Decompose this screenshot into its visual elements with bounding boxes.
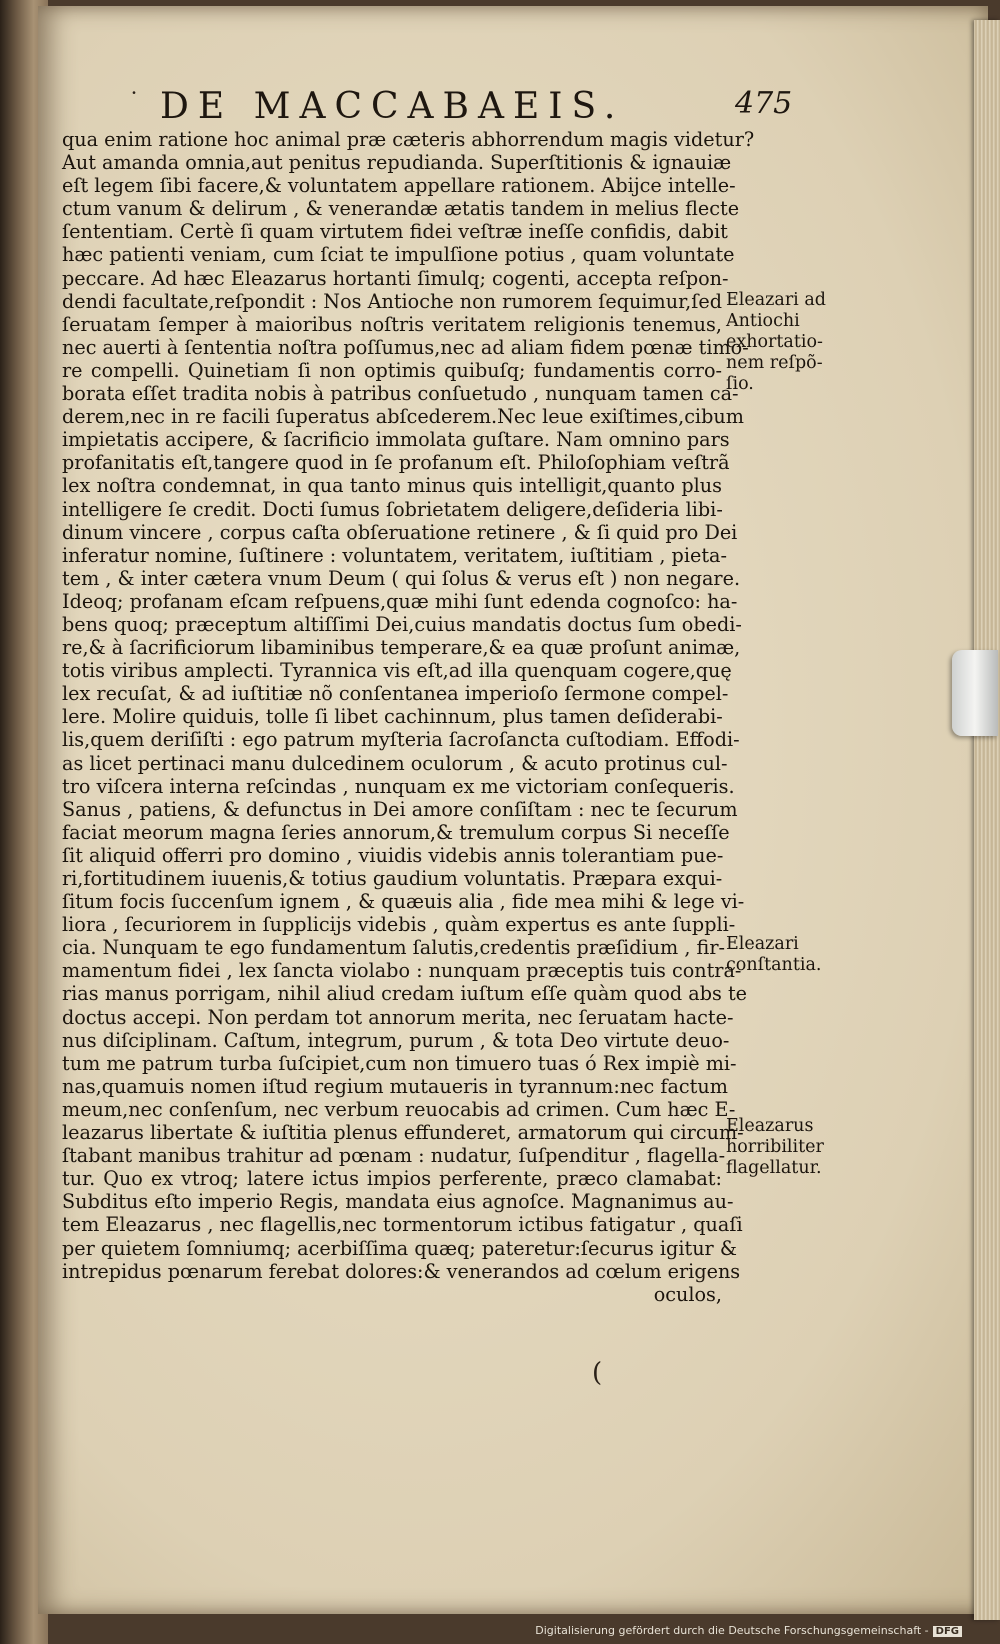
- text-line: dinum vincere , corpus caſta obſeruatione retinere , & ſi quid pro Dei: [62, 520, 738, 544]
- text-line: impietatis accipere, & ſacrificio immolata guſtare. Nam omnino pars: [62, 428, 730, 452]
- text-line: profanitatis eſt,tangere quod in ſe profanum eſt. Philoſophiam veſtrã: [62, 451, 730, 475]
- text-line: rias manus porrigam, nihil aliud credam iuſtum eſſe quàm quod abs te: [62, 982, 748, 1006]
- text-line: Ideoq; profanam eſcam reſpuens,quæ mihi ſunt edenda cognoſco: ha-: [62, 589, 738, 613]
- text-line: cia. Nunquam te ego fundamentum ſalutis,credentis præſidium , fir-: [62, 936, 725, 960]
- text-line: ctum vanum & delirum , & venerandæ ætatis tandem in melius flecte: [62, 197, 740, 221]
- text-line: lex noſtra condemnat, in qua tanto minus quis intelligit,quanto plus: [62, 474, 722, 498]
- marginal-note-line: nem reſpõ-: [726, 353, 823, 373]
- text-line: as licet pertinaci manu dulcedinem oculorum , & acuto protinus cul-: [62, 751, 728, 775]
- text-line: re,& à ſacrificiorum libaminibus temperare,& ea quæ proſunt animæ,: [62, 636, 741, 660]
- text-line: totis viribus amplecti. Tyrannica vis eſt,ad illa quenquam cogere,quę: [62, 659, 732, 683]
- text-line: nec auerti à ſententia noſtra poſſumus,nec ad aliam fidem pœnæ timo-: [62, 335, 749, 359]
- text-line: ſeruatam ſemper à maioribus noſtris veritatem religionis tenemus,: [62, 312, 722, 336]
- text-line: qua enim ratione hoc animal præ cæteris abhorrendum magis videtur?: [62, 128, 755, 151]
- marginal-note-line: flagellatur.: [726, 1158, 822, 1178]
- text-line: ſit aliquid offerri pro domino , viuidis videbis annis tolerantiam pue-: [62, 843, 724, 867]
- marginal-note-constancy: [726, 934, 846, 976]
- text-line: faciat meorum magna ſeries annorum,& tremulum corpus Si neceſſe: [62, 820, 730, 844]
- marginal-note-flogging: [726, 1116, 846, 1179]
- credit-text: Digitalisierung gefördert durch die Deutsche Forschungsgemeinschaft -: [535, 1624, 929, 1637]
- text-line: Aut amanda omnia,aut penitus repudianda. Superſtitionis & ignauiæ: [62, 151, 732, 175]
- text-line: tro viſcera interna reſcindas , nunquam ex me victoriam conſequeris.: [62, 774, 735, 798]
- text-line: per quietem ſomniumq; acerbiſſima quæq; pateretur:ſecurus igitur &: [62, 1236, 737, 1260]
- text-line: lis,quem deriſiſti : ego patrum myſteria ſacroſancta cuſtodiam. Effodi-: [62, 728, 740, 752]
- bracket-mark: (: [592, 1358, 603, 1388]
- text-line: bens quoq; præceptum altiſſimi Dei,cuius mandatis doctus ſum obedi-: [62, 612, 742, 636]
- text-line: borata eſſet tradita nobis à patribus conſuetudo , nunquam tamen ca-: [62, 382, 739, 406]
- main-text-block: [62, 128, 755, 1306]
- marginal-note-line: Antiochi: [726, 311, 800, 331]
- dfg-logo: DFG: [933, 1626, 962, 1637]
- marginal-note-line: horribiliter: [726, 1137, 824, 1157]
- text-line: tum me patrum turba ſuſcipiet,cum non timuero tuas ó Rex impiè mi-: [62, 1051, 737, 1075]
- text-line: ſententiam. Certè ſi quam virtutem fidei veſtræ ineſſe confidis, dabit: [62, 220, 728, 244]
- text-line: intrepidus pœnarum ferebat dolores:& venerandos ad cœlum erigens: [62, 1259, 741, 1283]
- text-line: re compelli. Quinetiam ſi non optimis quibuſq; fundamentis corro-: [62, 358, 722, 382]
- text-line: inferatur nomine, ſuſtinere : voluntatem, veritatem, iuſtitiam , pieta-: [62, 543, 727, 567]
- text-line: oculos,: [653, 1282, 722, 1306]
- marginal-note-line: Eleazari ad: [726, 290, 826, 310]
- text-line: Sanus , patiens, & defunctus in Dei amore conſiſtam : nec te ſecurum: [62, 797, 738, 821]
- text-line: leazarus libertate & iuſtitia plenus effunderet, armatorum qui circum-: [62, 1121, 744, 1145]
- folio-number: 475: [735, 86, 793, 121]
- page-clip: [952, 650, 998, 736]
- marginal-note-line: exhortatio-: [726, 332, 823, 352]
- marginal-note-line: Eleazarus: [726, 1116, 814, 1136]
- marginal-note-line: Eleazari: [726, 934, 799, 954]
- text-line: mamentum fidei , lex ſancta violabo : nunquam præceptis tuis contra-: [62, 959, 742, 983]
- marginal-note-line: conſtantia.: [726, 955, 822, 975]
- text-line: ſtabant manibus trahitur ad pœnam : nudatur, ſuſpenditur , flagella-: [62, 1144, 726, 1168]
- text-line: intelligere ſe credit. Docti ſumus ſobrietatem deligere,deſideria libi-: [62, 497, 723, 521]
- text-line: nas,quamuis nomen iſtud regium mutaueris in tyrannum:nec factum: [62, 1074, 728, 1098]
- ornament-mark: ˙: [128, 88, 140, 116]
- text-line: tur. Quo ex vtroq; latere ictus impios perferente, præco clamabat:: [62, 1167, 722, 1191]
- text-line: hæc patienti veniam, cum ſciat te impulſione potius , quam voluntate: [62, 243, 735, 267]
- text-line: peccare. Ad hæc Eleazarus hortanti ſimulq; cogenti, accepta reſpon-: [62, 266, 729, 290]
- text-line: derem,nec in re facili ſuperatus abſcederem.Nec leue exiſtimes,cibum: [62, 405, 744, 429]
- text-line: dendi facultate,reſpondit : Nos Antioche non rumorem ſequimur,ſed: [62, 289, 722, 313]
- text-line: Subditus eſto imperio Regis, mandata eius agnoſce. Magnanimus au-: [62, 1190, 734, 1214]
- text-line: eſt legem ſibi facere,& voluntatem appellare rationem. Abijce intelle-: [62, 174, 736, 198]
- text-line: doctus accepi. Non perdam tot annorum merita, nec ſeruatam hacte-: [62, 1005, 734, 1029]
- page-fore-edge: [974, 20, 1000, 1620]
- text-line: tem , & inter cætera vnum Deum ( qui ſolus & verus eſt ) non negare.: [62, 566, 741, 590]
- text-line: ſitum focis ſuccenſum ignem , & quæuis alia , fide mea mihi & lege vi-: [62, 890, 745, 914]
- marginal-note-response: [726, 290, 846, 395]
- marginal-note-line: ſio.: [726, 374, 754, 394]
- digitization-credit: [535, 1624, 962, 1642]
- text-line: meum,nec conſenſum, nec verbum reuocabis ad crimen. Cum hæc E-: [62, 1097, 736, 1121]
- text-line: tem Eleazarus , nec flagellis,nec tormentorum ictibus fatigatur , quaſi: [62, 1213, 743, 1237]
- running-head: [120, 86, 840, 126]
- text-line: lex recuſat, & ad iuſtitiæ nõ conſentanea imperioſo ſermone compel-: [62, 682, 729, 706]
- text-line: lere. Molire quiduis, tolle ſi libet cachinnum, plus tamen deſiderabi-: [62, 705, 723, 729]
- text-line: nus diſciplinam. Caſtum, integrum, purum , & tota Deo virtute deuo-: [62, 1028, 730, 1052]
- text-line: ri,fortitudinem iuuenis,& totius gaudium voluntatis. Præpara exqui-: [62, 867, 723, 890]
- running-head-title: DE MACCABAEIS.: [160, 86, 625, 127]
- text-line: liora , ſecuriorem in ſupplicijs videbis , quàm expertus es ante ſuppli-: [62, 913, 736, 937]
